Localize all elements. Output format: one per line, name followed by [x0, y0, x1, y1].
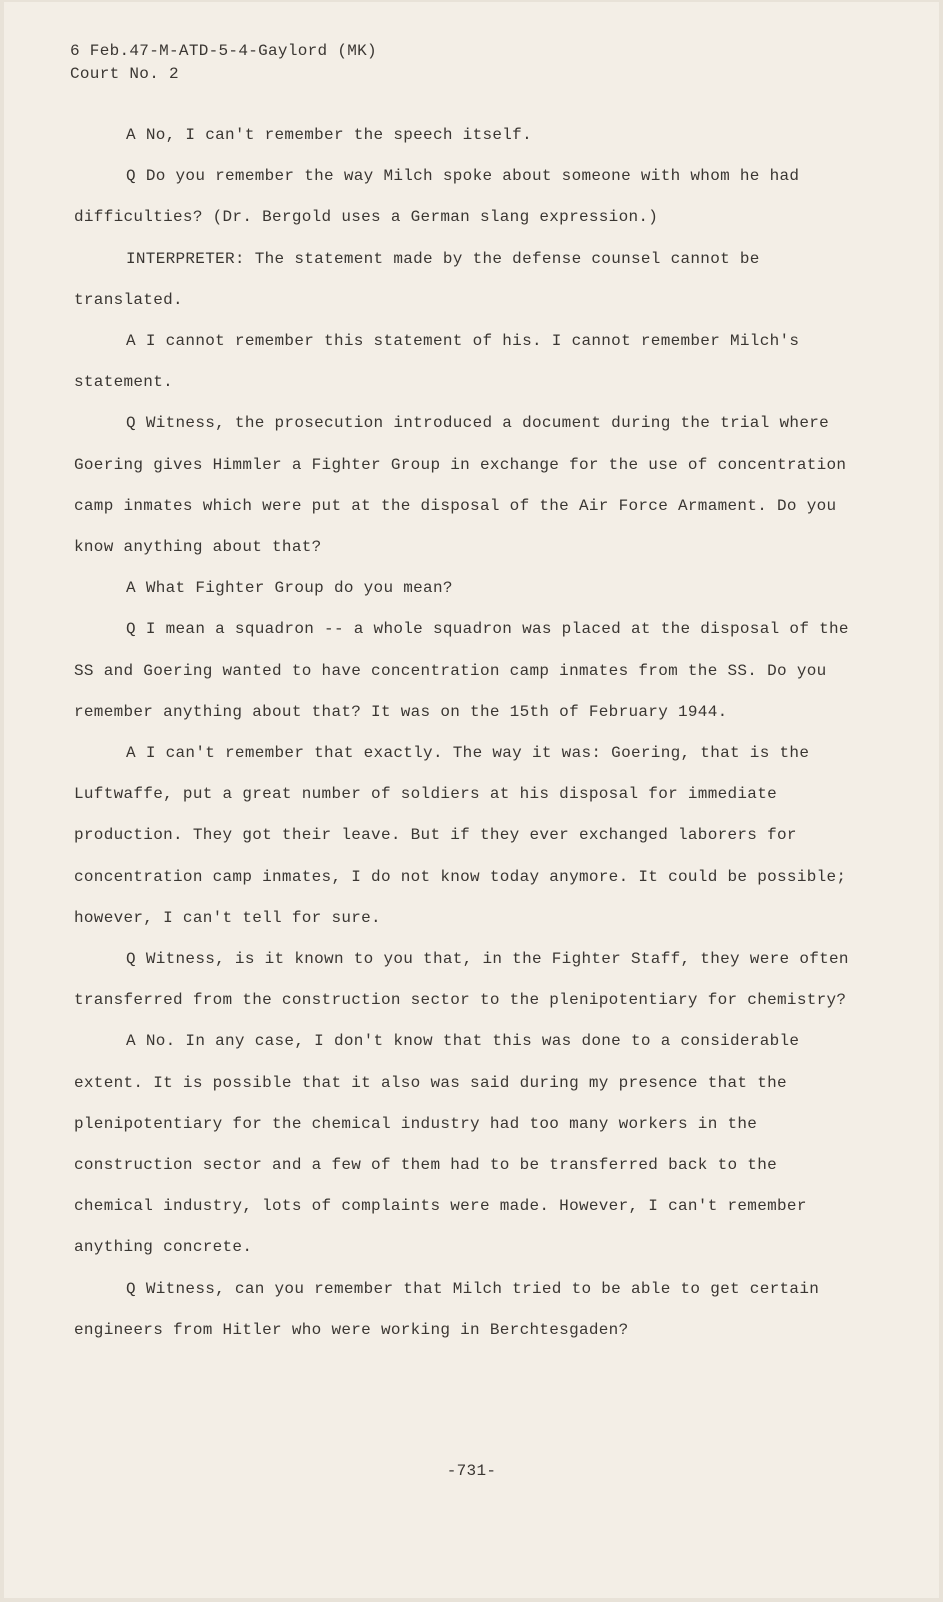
paragraph-text: Witness, the prosecution introduced a document during the trial where Goering gives Himmler a Fighter Group in exchange for the use of concentration camp inmates which were put at the disposal of the Air Force Armament. Do you know anything about that?: [74, 414, 847, 557]
paragraph: [74, 156, 864, 238]
paragraph: [74, 733, 864, 939]
paragraph-text: I cannot remember this statement of his. I cannot remember Milch's statement.: [74, 332, 800, 392]
paragraph-text: Witness, is it known to you that, in the Fighter Staff, they were often transferred from the construction sector to the plenipotentiary for chemistry?: [74, 950, 849, 1010]
paragraph: [74, 568, 864, 609]
header: [70, 40, 377, 86]
paragraph: [74, 1269, 864, 1351]
speaker: A: [126, 1032, 136, 1051]
document-page: [4, 2, 939, 1598]
paragraph: [74, 239, 864, 321]
paragraph: [74, 115, 864, 156]
paragraph-text: The statement made by the defense counsel cannot be translated.: [74, 249, 760, 309]
paragraph: [74, 321, 864, 403]
speaker: Q: [126, 167, 136, 186]
speaker: A: [126, 579, 136, 598]
speaker: A: [126, 744, 136, 763]
speaker: Q: [126, 414, 136, 433]
header-line-2: Court No. 2: [70, 65, 179, 83]
header-line-1: 6 Feb.47-M-ATD-5-4-Gaylord (MK): [70, 42, 377, 60]
transcript-body: [74, 115, 864, 1351]
paragraph-text: I can't remember that exactly. The way it was: Goering, that is the Luftwaffe, put a great number of soldiers at his disposal for immediate production. They got their leave. But if they ever exchanged laborers for concentration camp inmates, I do not know today anymore. It could be possible; however, I can't tell for sure.: [74, 744, 847, 927]
paragraph-text: I mean a squadron -- a whole squadron was placed at the disposal of the SS and Goering wanted to have concentration camp inmates from the SS. Do you remember anything about that? It was on the 15th of February 1944.: [74, 620, 849, 721]
paragraph-text: Witness, can you remember that Milch tried to be able to get certain engineers from Hitler who were working in Berchtesgaden?: [74, 1279, 820, 1339]
paragraph-text: No, I can't remember the speech itself.: [145, 126, 532, 144]
paragraph-text: What Fighter Group do you mean?: [145, 579, 453, 598]
paragraph-text: Do you remember the way Milch spoke about someone with whom he had difficulties? (Dr. Bergold uses a German slang expression.): [74, 167, 800, 227]
paragraph-text: No. In any case, I don't know that this was done to a considerable extent. It is possible that it also was said during my presence that the plenipotentiary for the chemical industry had too many workers in the construction sector and a few of them had to be transferred back to the chemical industry, lots of complaints were made. However, I can't remember anything concrete.: [74, 1032, 807, 1257]
speaker: INTERPRETER:: [126, 249, 245, 268]
speaker: Q: [126, 950, 136, 969]
speaker: A: [126, 332, 136, 351]
paragraph: [74, 939, 864, 1021]
paragraph: [74, 403, 864, 568]
speaker: Q: [126, 620, 136, 639]
paragraph: [74, 609, 864, 733]
speaker: A: [126, 126, 136, 144]
speaker: Q: [126, 1279, 136, 1298]
paragraph: [74, 1021, 864, 1268]
page-number: -731-: [446, 1462, 497, 1480]
